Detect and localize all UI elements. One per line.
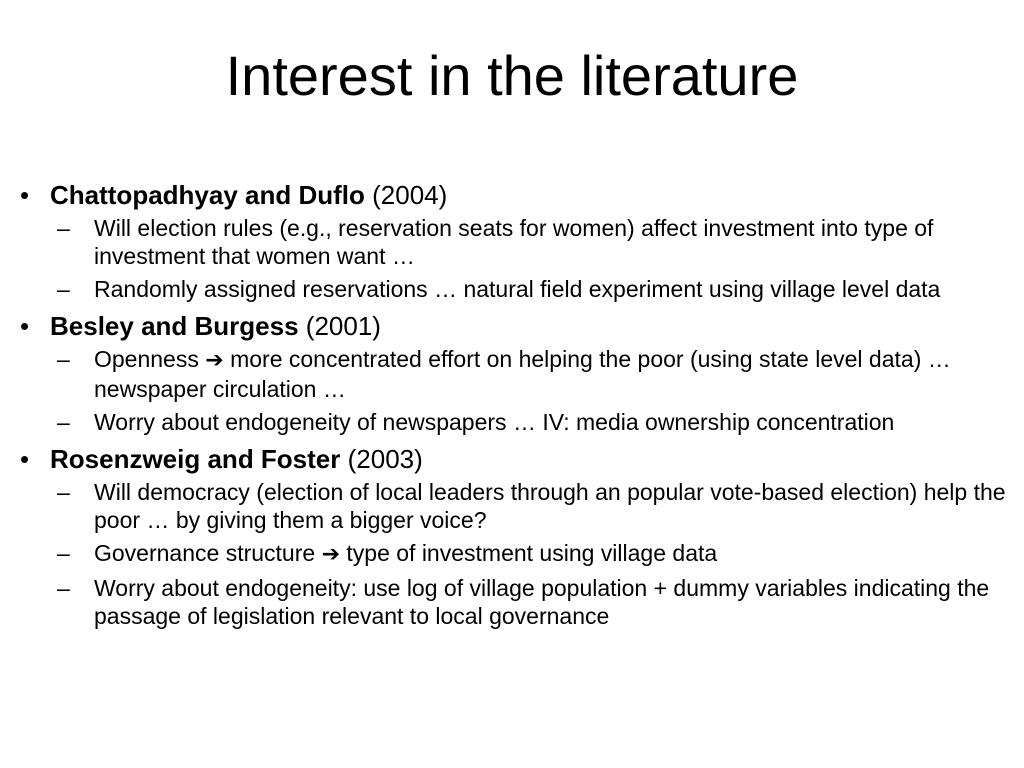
dash-marker: – xyxy=(57,575,70,601)
bullet-marker: • xyxy=(20,444,30,474)
sub-item xyxy=(20,574,1015,630)
sub-item-text: Will election rules (e.g., reservation seats for women) affect investment into type of investment that women want … xyxy=(94,215,934,269)
bullet-authors: Rosenzweig and Foster xyxy=(50,444,341,474)
bullet-marker: • xyxy=(20,311,30,341)
bullet-item xyxy=(20,308,1015,344)
right-arrow-icon: ➔ xyxy=(205,348,224,373)
bullet-authors: Chattopadhyay and Duflo xyxy=(50,180,365,210)
slide-title: Interest in the literature xyxy=(225,44,799,107)
sub-item-text xyxy=(94,346,951,402)
bullet-authors: Besley and Burgess xyxy=(50,311,299,341)
sub-item-text: Worry about endogeneity of newspapers … IV: media ownership concentration xyxy=(94,409,895,435)
sub-item xyxy=(20,275,1015,303)
bullet-item xyxy=(20,177,1015,213)
sub-item-text-post: type of investment using village data xyxy=(346,540,718,566)
dash-marker: – xyxy=(57,346,70,372)
sub-list xyxy=(20,214,1015,303)
sub-item-text xyxy=(94,540,717,566)
bullet-year: (2003) xyxy=(347,444,423,474)
sub-item-text: Randomly assigned reservations … natural field experiment using village level data xyxy=(94,276,941,302)
sub-list xyxy=(20,478,1015,630)
bullet-text xyxy=(50,311,381,341)
dash-marker: – xyxy=(57,540,70,566)
bullet-marker: • xyxy=(20,180,30,210)
bullet-item xyxy=(20,441,1015,477)
dash-marker: – xyxy=(57,409,70,435)
sub-item-text-pre: Openness xyxy=(94,346,199,372)
sub-item xyxy=(20,408,1015,436)
dash-marker: – xyxy=(57,479,70,505)
bullet-text xyxy=(50,180,447,210)
sub-item-text-pre: Governance structure xyxy=(94,540,316,566)
sub-item-text: Worry about endogeneity: use log of village population + dummy variables indicating the passage of legislation relevant to local governance xyxy=(94,575,990,629)
sub-item xyxy=(20,345,1015,403)
bullet-year: (2004) xyxy=(372,180,448,210)
right-arrow-icon: ➔ xyxy=(321,542,340,567)
bullet-list xyxy=(20,177,1015,635)
dash-marker: – xyxy=(57,276,70,302)
sub-item-text: Will democracy (election of local leaders through an popular vote-based election) help the poor … by giving them a bigger voice? xyxy=(94,479,1006,533)
sub-item-text-post: more concentrated effort on helping the poor (using state level data) … newspaper circulation … xyxy=(94,346,951,402)
dash-marker: – xyxy=(57,215,70,241)
sub-item xyxy=(20,539,1015,569)
bullet-year: (2001) xyxy=(305,311,381,341)
sub-list xyxy=(20,345,1015,436)
sub-item xyxy=(20,214,1015,270)
bullet-text xyxy=(50,444,423,474)
sub-item xyxy=(20,478,1015,534)
